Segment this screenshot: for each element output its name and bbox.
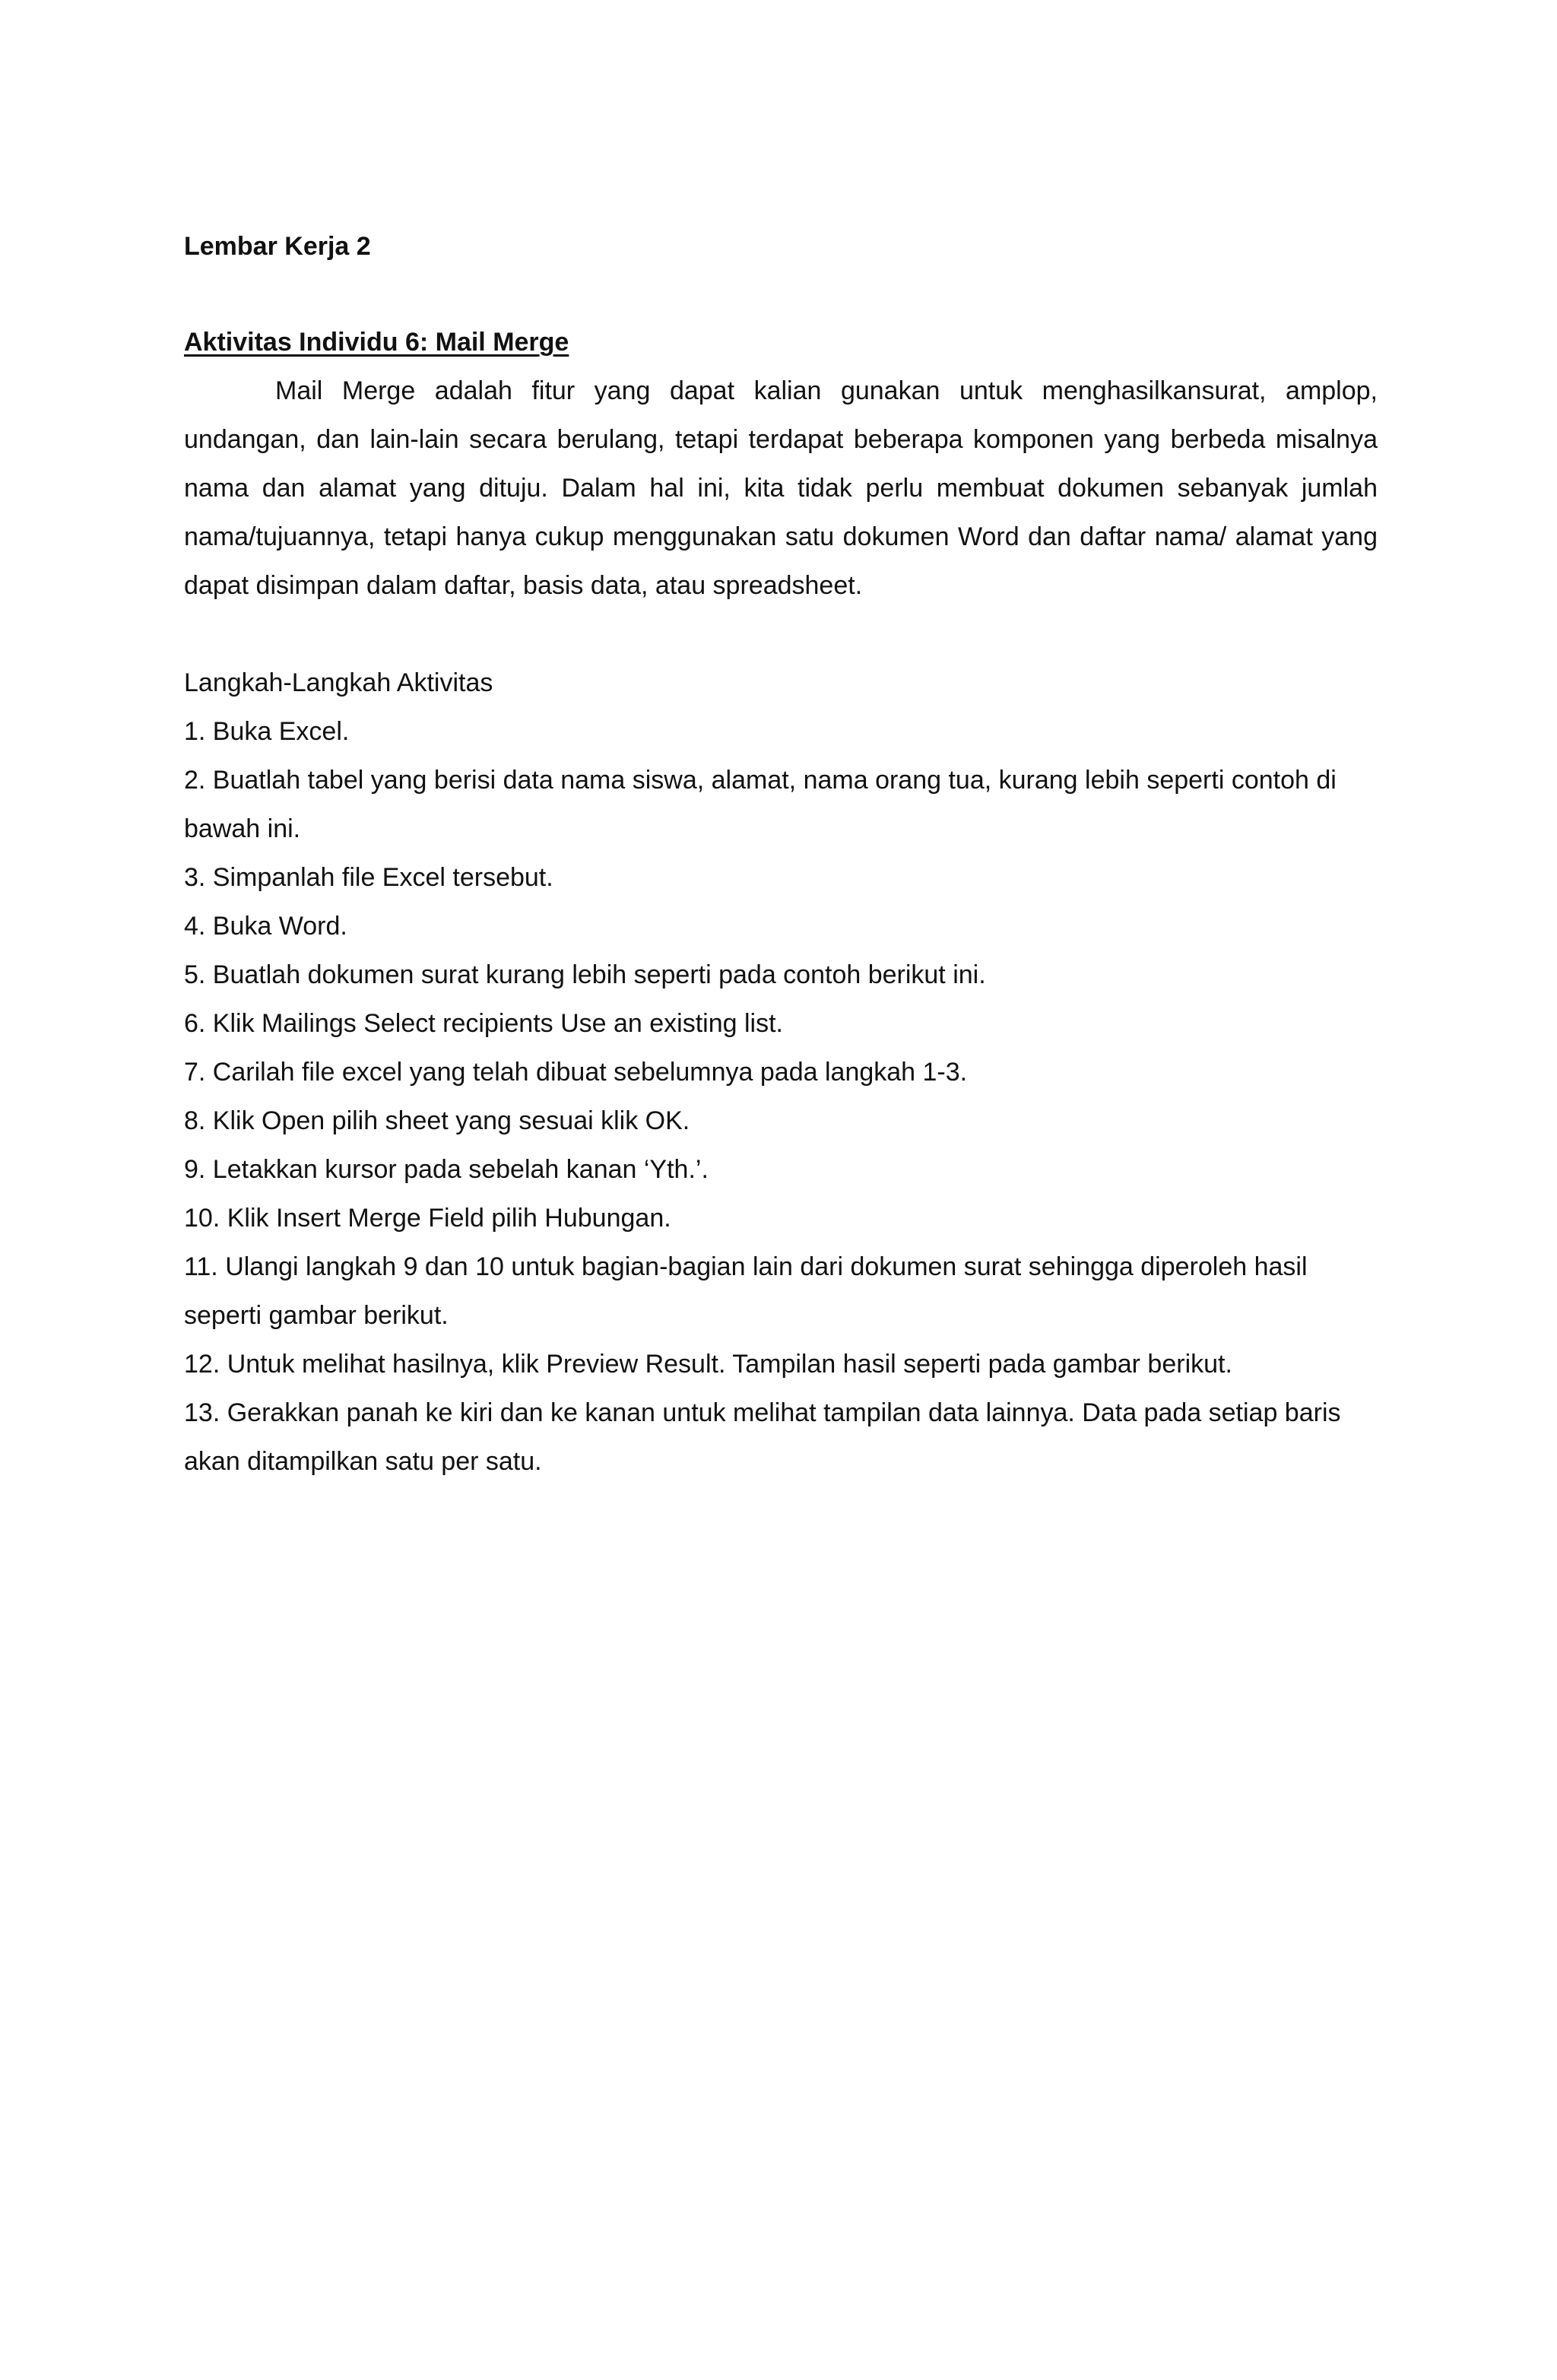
step-item: 11. Ulangi langkah 9 dan 10 untuk bagian-bagian lain dari dokumen surat sehingga diperoleh hasil seperti gambar berikut. [184, 1252, 1308, 1330]
step-item: 1. Buka Excel. [184, 717, 350, 746]
step-item: 5. Buatlah dokumen surat kurang lebih seperti pada contoh berikut ini. [184, 960, 986, 989]
step-item: 12. Untuk melihat hasilnya, klik Preview Result. Tampilan hasil seperti pada gambar berikut. [184, 1350, 1232, 1379]
sheet-title: Lembar Kerja 2 [184, 232, 371, 261]
step-item: 8. Klik Open pilih sheet yang sesuai klik OK. [184, 1106, 690, 1135]
step-item: 7. Carilah file excel yang telah dibuat sebelumnya pada langkah 1-3. [184, 1058, 968, 1087]
step-item: 4. Buka Word. [184, 912, 347, 941]
steps-heading: Langkah-Langkah Aktivitas [184, 668, 493, 697]
steps-list [184, 707, 1378, 1486]
intro-paragraph: Mail Merge adalah fitur yang dapat kalian gunakan untuk menghasilkansurat, amplop, undangan, dan lain-lain secara berulang, tetapi terdapat beberapa komponen yang berbeda misalnya nama dan alamat yang dituju. Dalam hal ini, kita tidak perlu membuat dokumen sebanyak jumlah nama/tujuannya, tetapi hanya cukup menggunakan satu dokumen Word dan daftar nama/ alamat yang dapat disimpan dalam daftar, basis data, atau spreadsheet. [184, 376, 1378, 600]
document-page [184, 222, 1378, 1486]
step-item: 6. Klik Mailings Select recipients Use an existing list. [184, 1009, 783, 1038]
step-item: 9. Letakkan kursor pada sebelah kanan ‘Yth.’. [184, 1155, 709, 1184]
activity-title: Aktivitas Individu 6: Mail Merge [184, 328, 569, 357]
step-item: 13. Gerakkan panah ke kiri dan ke kanan untuk melihat tampilan data lainnya. Data pada setiap baris akan ditampilkan satu per satu. [184, 1398, 1341, 1476]
step-item: 10. Klik Insert Merge Field pilih Hubungan. [184, 1204, 671, 1233]
step-item: 3. Simpanlah file Excel tersebut. [184, 863, 553, 892]
step-item: 2. Buatlah tabel yang berisi data nama siswa, alamat, nama orang tua, kurang lebih seperti contoh di bawah ini. [184, 766, 1337, 843]
